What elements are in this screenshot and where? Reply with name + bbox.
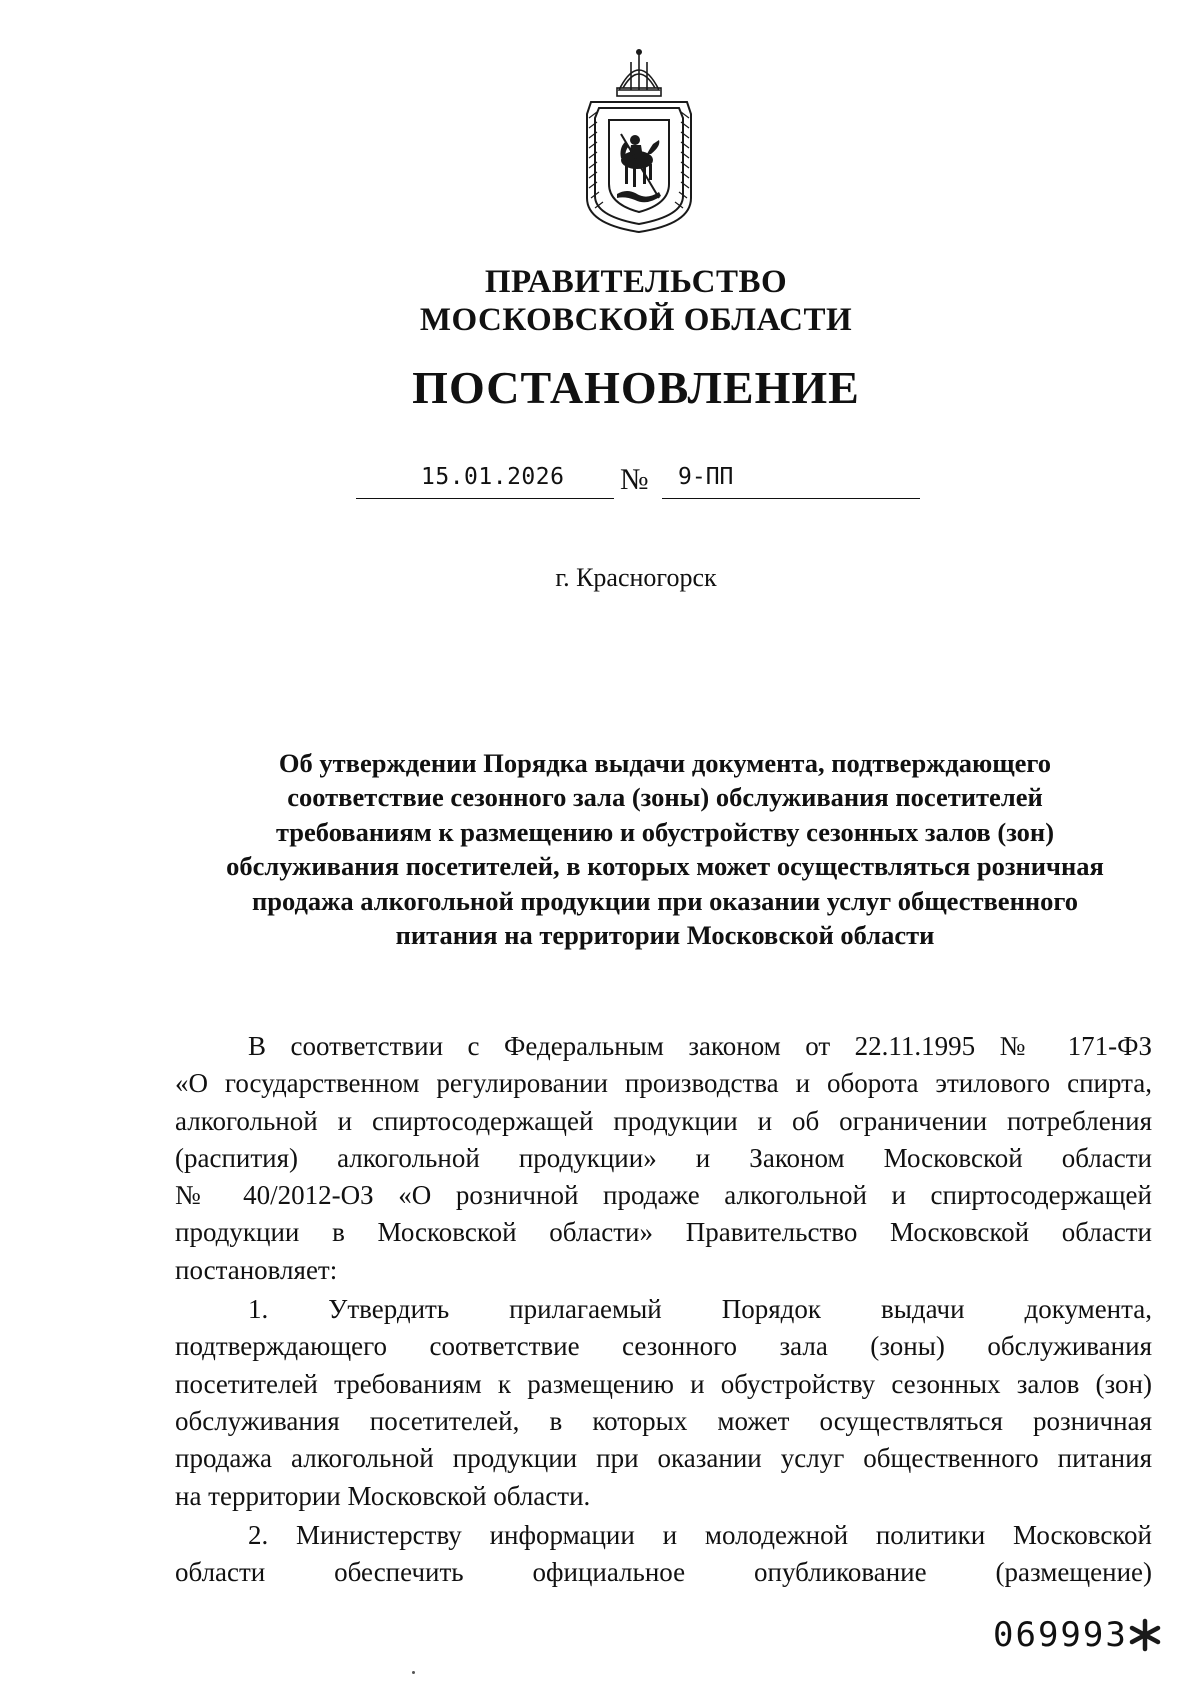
body-line: области обеспечить официальное опубликование (размещение) — [175, 1557, 1152, 1588]
number-sign: № — [620, 463, 649, 496]
registration-number: 069993 — [993, 1615, 1128, 1655]
body-line: № 40/2012-ОЗ «О розничной продаже алкогольной и спиртосодержащей — [175, 1180, 1152, 1211]
subject-line: Об утверждении Порядка выдачи документа, подтверждающего — [278, 748, 1052, 778]
body-line: 1. Утвердить прилагаемый Порядок выдачи документа, — [248, 1294, 1152, 1325]
scan-speck — [412, 1671, 415, 1674]
city-of-issue: г. Красногорск — [555, 563, 717, 592]
body-line: продукции в Московской области» Правительство Московской области — [175, 1217, 1152, 1248]
number-field — [662, 462, 920, 499]
body-line: алкогольной и спиртосодержащей продукции и об ограничении потребления — [175, 1105, 1152, 1136]
organization-title-line: МОСКОВСКОЙ ОБЛАСТИ — [419, 302, 853, 338]
document-date: 15.01.2026 — [421, 464, 565, 490]
document-body — [175, 1028, 1152, 1591]
subject-line: требованиям к размещению и обустройству сезонных залов (зон) — [275, 816, 1055, 847]
date-field — [356, 462, 614, 499]
body-line: подтверждающего соответствие сезонного зала (зоны) обслуживания — [175, 1331, 1152, 1362]
body-line: 2. Министерству информации и молодежной политики Московской — [248, 1519, 1152, 1550]
body-line: постановляет: — [175, 1254, 338, 1285]
body-line: посетителей требованиям к размещению и обустройству сезонных залов (зон) — [175, 1368, 1152, 1399]
document-subject — [190, 746, 1140, 952]
asterisk-icon — [1127, 1617, 1163, 1653]
subject-line: соответствие сезонного зала (зоны) обслуживания посетителей — [287, 782, 1043, 813]
body-line: продажа алкогольной продукции при оказании услуг общественного питания — [175, 1443, 1152, 1474]
subject-line: обслуживания посетителей, в которых может осуществляться розничная — [226, 851, 1104, 882]
subject-line: продажа алкогольной продукции при оказании услуг общественного — [252, 885, 1078, 916]
organization-title — [0, 263, 1200, 339]
body-line: (распития) алкогольной продукции» и Законом Московской области — [175, 1142, 1152, 1173]
body-line: «О государственном регулировании производства и оборота этилового спирта, — [175, 1068, 1152, 1099]
body-line: на территории Московской области. — [175, 1480, 591, 1511]
body-line: обслуживания посетителей, в которых может осуществляться розничная — [175, 1405, 1152, 1436]
document-number: 9-ПП — [678, 464, 734, 490]
body-line: В соответствии с Федеральным законом от 22.11.1995 № 171-ФЗ — [248, 1031, 1152, 1061]
document-type-heading: ПОСТАНОВЛЕНИЕ — [412, 362, 860, 413]
subject-line: питания на территории Московской области — [395, 920, 935, 951]
coat-of-arms-icon — [573, 48, 705, 234]
organization-title-line: ПРАВИТЕЛЬСТВО — [484, 264, 788, 300]
